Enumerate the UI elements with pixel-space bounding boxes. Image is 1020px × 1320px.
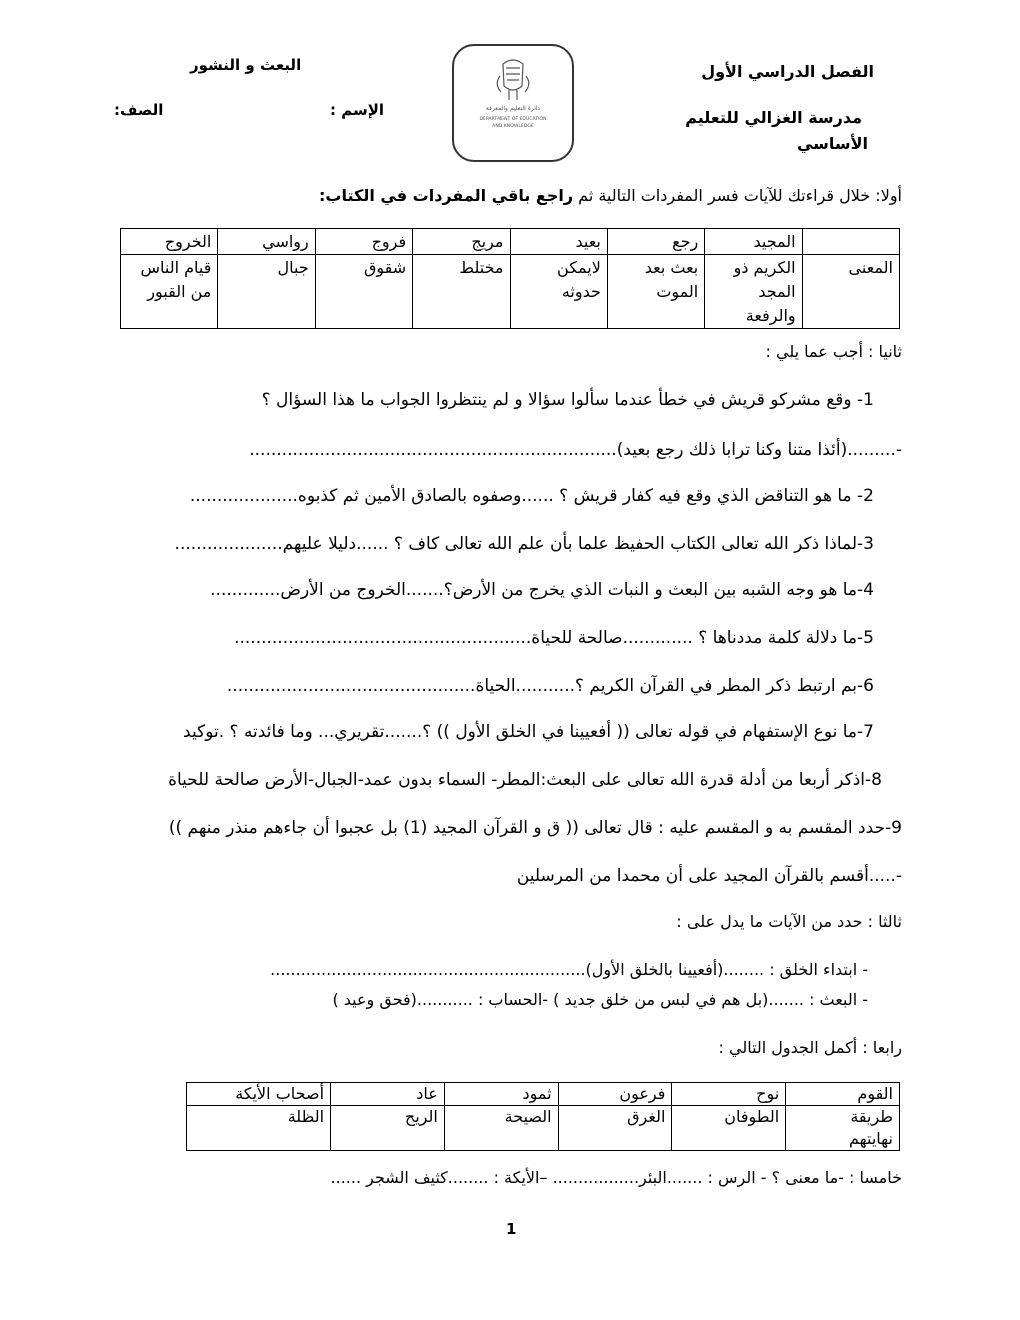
meaning-line: بعث بعد (644, 258, 699, 277)
meaning-line: حدوثه (561, 282, 601, 301)
meaning-cell (705, 255, 802, 329)
endings-row (187, 1106, 900, 1151)
endings-label-line: طريقة (850, 1107, 893, 1126)
creation-start-item: - ابتداء الخلق : ........(أفعيينا بالخلق الأول).............................................................. (270, 960, 868, 979)
meaning-cell (315, 255, 412, 329)
question-8: 8-اذكر أربعا من أدلة قدرة الله تعالى على البعث:المطر- السماء بدون عمد-الجبال-الأرض صالحة للحياة (168, 770, 882, 790)
ending-cell: الغرق (558, 1106, 672, 1151)
peoples-row (187, 1083, 900, 1106)
word-cell: بعيد (510, 229, 607, 255)
people-cell: فرعون (558, 1083, 672, 1106)
word-cell: رجع (607, 229, 704, 255)
people-cell: عاد (331, 1083, 445, 1106)
answer-1: -.........(أئذا متنا وكنا ترابا ذلك رجع بعيد).................................................................... (249, 440, 902, 460)
question-5: 5-ما دلالة كلمة مددناها ؟ .............صالحة للحياة....................................................... (234, 628, 874, 648)
peoples-table (186, 1082, 900, 1151)
logo-english-line1: DEPARTMENT OF EDUCATION (479, 117, 547, 122)
education-department-logo (452, 44, 574, 162)
question-9: 9-حدد المقسم به و المقسم عليه : قال تعالى (( ق و القرآن المجيد (1) بل عجبوا أن جاءهم منذر منهم )) (168, 818, 902, 838)
vocabulary-table (120, 228, 900, 329)
endings-row-label (786, 1106, 900, 1151)
school-name-cont: الأساسي (796, 134, 868, 153)
meaning-cell (510, 255, 607, 329)
section2-title: ثانيا : أجب عما يلي : (765, 342, 902, 361)
ending-cell: الصيحة (444, 1106, 558, 1151)
logo-arabic-text: دائرة التعليم والمعرفة (485, 105, 541, 112)
section4-title: رابعا : أكمل الجدول التالي : (718, 1038, 902, 1057)
question-7: 7-ما نوع الإستفهام في قوله تعالى (( أفعيينا في الخلق الأول )) ؟.......تقريري... وما فائدته ؟ .توكيد (183, 722, 874, 742)
word-cell: فروج (315, 229, 412, 255)
section3-title: ثالثا : حدد من الآيات ما يدل على : (676, 912, 902, 931)
peoples-header-cell: القوم (786, 1083, 900, 1106)
people-cell: ثمود (444, 1083, 558, 1106)
question-1: 1- وقع مشركو قريش في خطأ عندما سألوا سؤالا و لم ينتظروا الجواب ما هذا السؤال ؟ (261, 390, 874, 410)
question-3: 3-لماذا ذكر الله تعالى الكتاب الحفيظ علما بأن علم الله تعالى كاف ؟ ......دليلا عليهم.................... (174, 534, 874, 554)
meaning-cell (218, 255, 315, 329)
meaning-cell (607, 255, 704, 329)
instruction-bold-text: راجع باقي المفردات في الكتاب: (319, 186, 574, 205)
question-6: 6-بم ارتبط ذكر المطر في القرآن الكريم ؟...........الحياة.............................................. (226, 676, 874, 696)
meaning-line: مختلط (459, 258, 504, 277)
meaning-line: جبال (277, 258, 309, 277)
meaning-line: لايمكن (557, 258, 601, 277)
subject-title: البعث و النشور (190, 56, 302, 74)
meaning-line: قيام الناس (140, 258, 212, 277)
meaning-line: الكريم ذو (733, 258, 796, 277)
meaning-line: الموت (656, 282, 699, 301)
question-4: 4-ما هو وجه الشبه بين البعث و النبات الذي يخرج من الأرض؟.......الخروج من الأرض............. (210, 580, 874, 600)
logo-english-line2: AND KNOWLEDGE (492, 124, 534, 129)
school-name: مدرسة الغزالي للتعليم (685, 108, 862, 127)
ending-cell: الظلة (187, 1106, 331, 1151)
word-cell: رواسي (218, 229, 315, 255)
word-cell: الخروج (121, 229, 218, 255)
falcon-emblem-icon (454, 46, 572, 160)
page-number: 1 (506, 1220, 517, 1238)
meaning-line: شقوق (363, 258, 407, 277)
class-label: الصف: (114, 101, 164, 119)
meaning-row-label: المعنى (802, 255, 899, 329)
table-corner-cell (802, 229, 899, 255)
section5-line: خامسا : -ما معنى ؟ - الرس : .......البئر................. –الأيكة : ........كثيف الشجر ...... (330, 1168, 902, 1187)
word-cell: مريج (413, 229, 510, 255)
meaning-line: المجد (758, 282, 796, 301)
ending-cell: الريح (331, 1106, 445, 1151)
people-cell: أصحاب الأيكة (187, 1083, 331, 1106)
answer-9: -.....أقسم بالقرآن المجيد على أن محمدا من المرسلين (516, 866, 902, 886)
meaning-cell (121, 255, 218, 329)
instruction-text: أولا: خلال قراءتك للآيات فسر المفردات التالية ثم (573, 186, 902, 205)
ending-cell: الطوفان (672, 1106, 786, 1151)
section1-instruction (319, 186, 902, 205)
question-2: 2- ما هو التناقض الذي وقع فيه كفار قريش ؟ ......وصفوه بالصادق الأمين ثم كذبوه.................... (189, 486, 874, 506)
semester-label: الفصل الدراسي الأول (701, 62, 874, 81)
meaning-line: والرفعة (745, 306, 796, 325)
endings-label-line: نهايتهم (848, 1129, 893, 1148)
people-cell: نوح (672, 1083, 786, 1106)
student-name-label: الإسم : (330, 101, 385, 119)
meanings-row (121, 255, 900, 329)
meaning-cell (413, 255, 510, 329)
words-row (121, 229, 900, 255)
meaning-line: من القبور (147, 282, 212, 301)
word-cell: المجيد (705, 229, 802, 255)
resurrection-item: - البعث : .......(بل هم في لبس من خلق جديد ) -الحساب : ...........(فحق وعيد ) (332, 990, 868, 1009)
